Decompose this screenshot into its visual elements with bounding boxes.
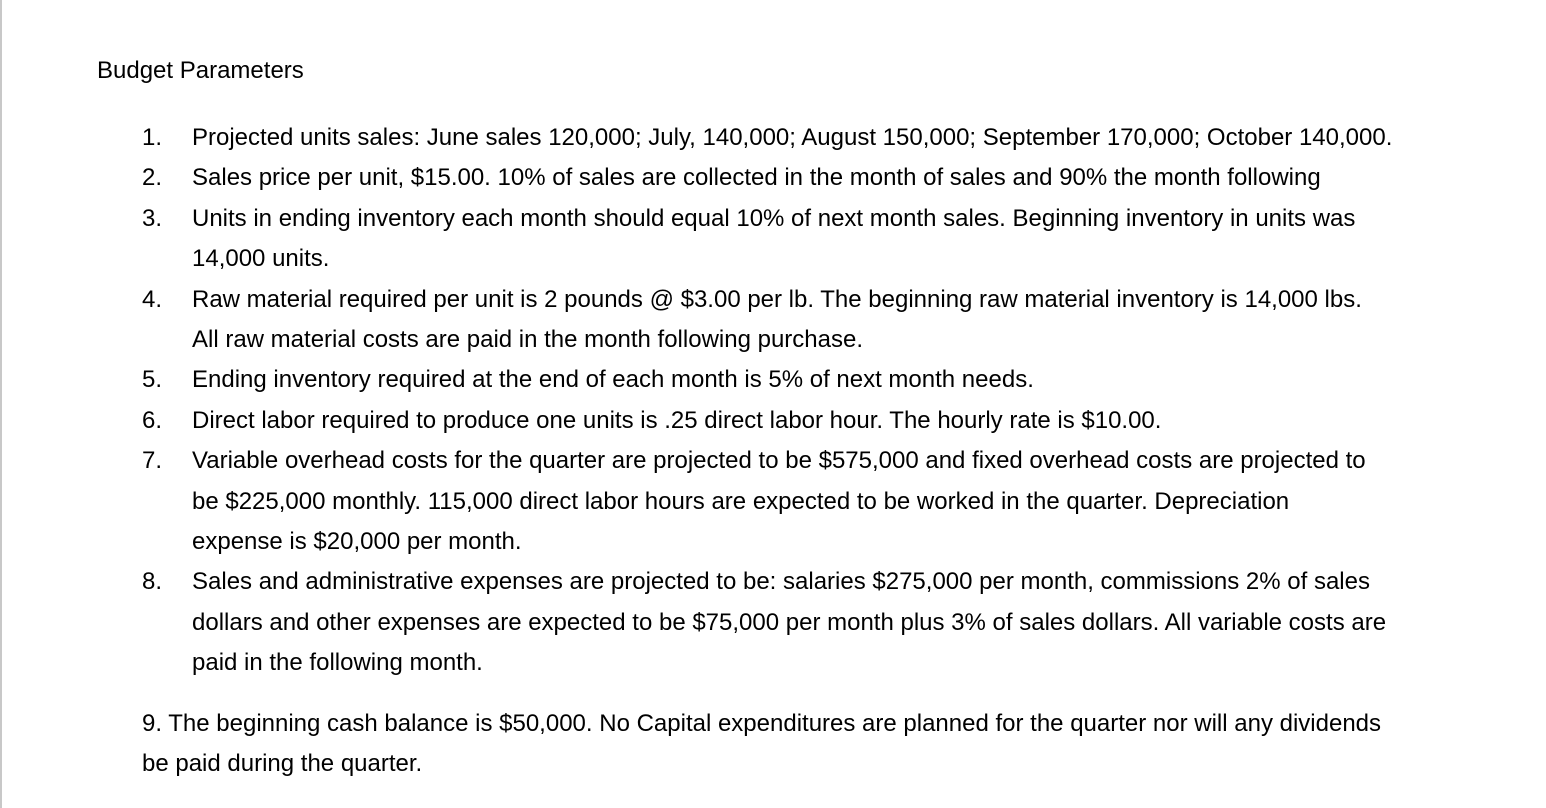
list-item-7 (2, 441, 1492, 562)
list-item-text: be $225,000 monthly. 115,000 direct labor hours are expected to be worked in the quarter. Depreciation (192, 487, 1290, 515)
paragraph-text: be paid during the quarter. (142, 750, 423, 778)
list-item-2 (2, 158, 1492, 198)
list-item-text: Ending inventory required at the end of each month is 5% of next month needs. (192, 366, 1034, 394)
document-heading: Budget Parameters (97, 57, 304, 84)
list-item-text: paid in the following month. (192, 649, 483, 677)
list-item-text: All raw material costs are paid in the month following purchase. (192, 326, 863, 354)
list-item-text: Sales price per unit, $15.00. 10% of sales are collected in the month of sales and 90% the month following (192, 164, 1321, 192)
list-item-text: Projected units sales: June sales 120,000; July, 140,000; August 150,000; September 170,000; October 140,000. (192, 124, 1393, 151)
list-item-text: expense is $20,000 per month. (192, 528, 522, 556)
list-item-text: 14,000 units. (192, 245, 330, 273)
list-item-number: 5. (142, 366, 163, 394)
list-item-number: 4. (142, 285, 163, 313)
list-item-1 (2, 118, 1492, 158)
list-item-number: 8. (142, 568, 163, 596)
list-item-text: dollars and other expenses are expected to be $75,000 per month plus 3% of sales dollars. All variable costs are (192, 608, 1387, 636)
list-item-3 (2, 199, 1492, 280)
list-item-number: 1. (142, 124, 163, 151)
list-item-text: Direct labor required to produce one units is .25 direct labor hour. The hourly rate is $10.00. (192, 406, 1162, 434)
list-item-text: Variable overhead costs for the quarter are projected to be $575,000 and fixed overhead costs are projected to (192, 447, 1366, 475)
list-item-text: Raw material required per unit is 2 pounds @ $3.00 per lb. The beginning raw material inventory is 14,000 lbs. (192, 285, 1362, 313)
list-item-number: 2. (142, 164, 163, 192)
list-item-6 (2, 401, 1492, 441)
list-item-8 (2, 562, 1492, 683)
list-item-number: 6. (142, 406, 163, 434)
list-item-text: Sales and administrative expenses are projected to be: salaries $275,000 per month, commissions 2% of sales (192, 568, 1370, 596)
list-item-text: Units in ending inventory each month should equal 10% of next month sales. Beginning inventory in units was (192, 204, 1356, 232)
list-item-5 (2, 360, 1492, 400)
paragraph-text: 9. The beginning cash balance is $50,000. No Capital expenditures are planned for the quarter nor will any dividends (142, 710, 1382, 737)
list-item-4 (2, 280, 1492, 361)
budget-parameters-list (2, 118, 1546, 684)
list-item-number: 3. (142, 204, 163, 232)
list-item-number: 7. (142, 447, 163, 475)
paragraph-item-9 (142, 704, 1522, 785)
